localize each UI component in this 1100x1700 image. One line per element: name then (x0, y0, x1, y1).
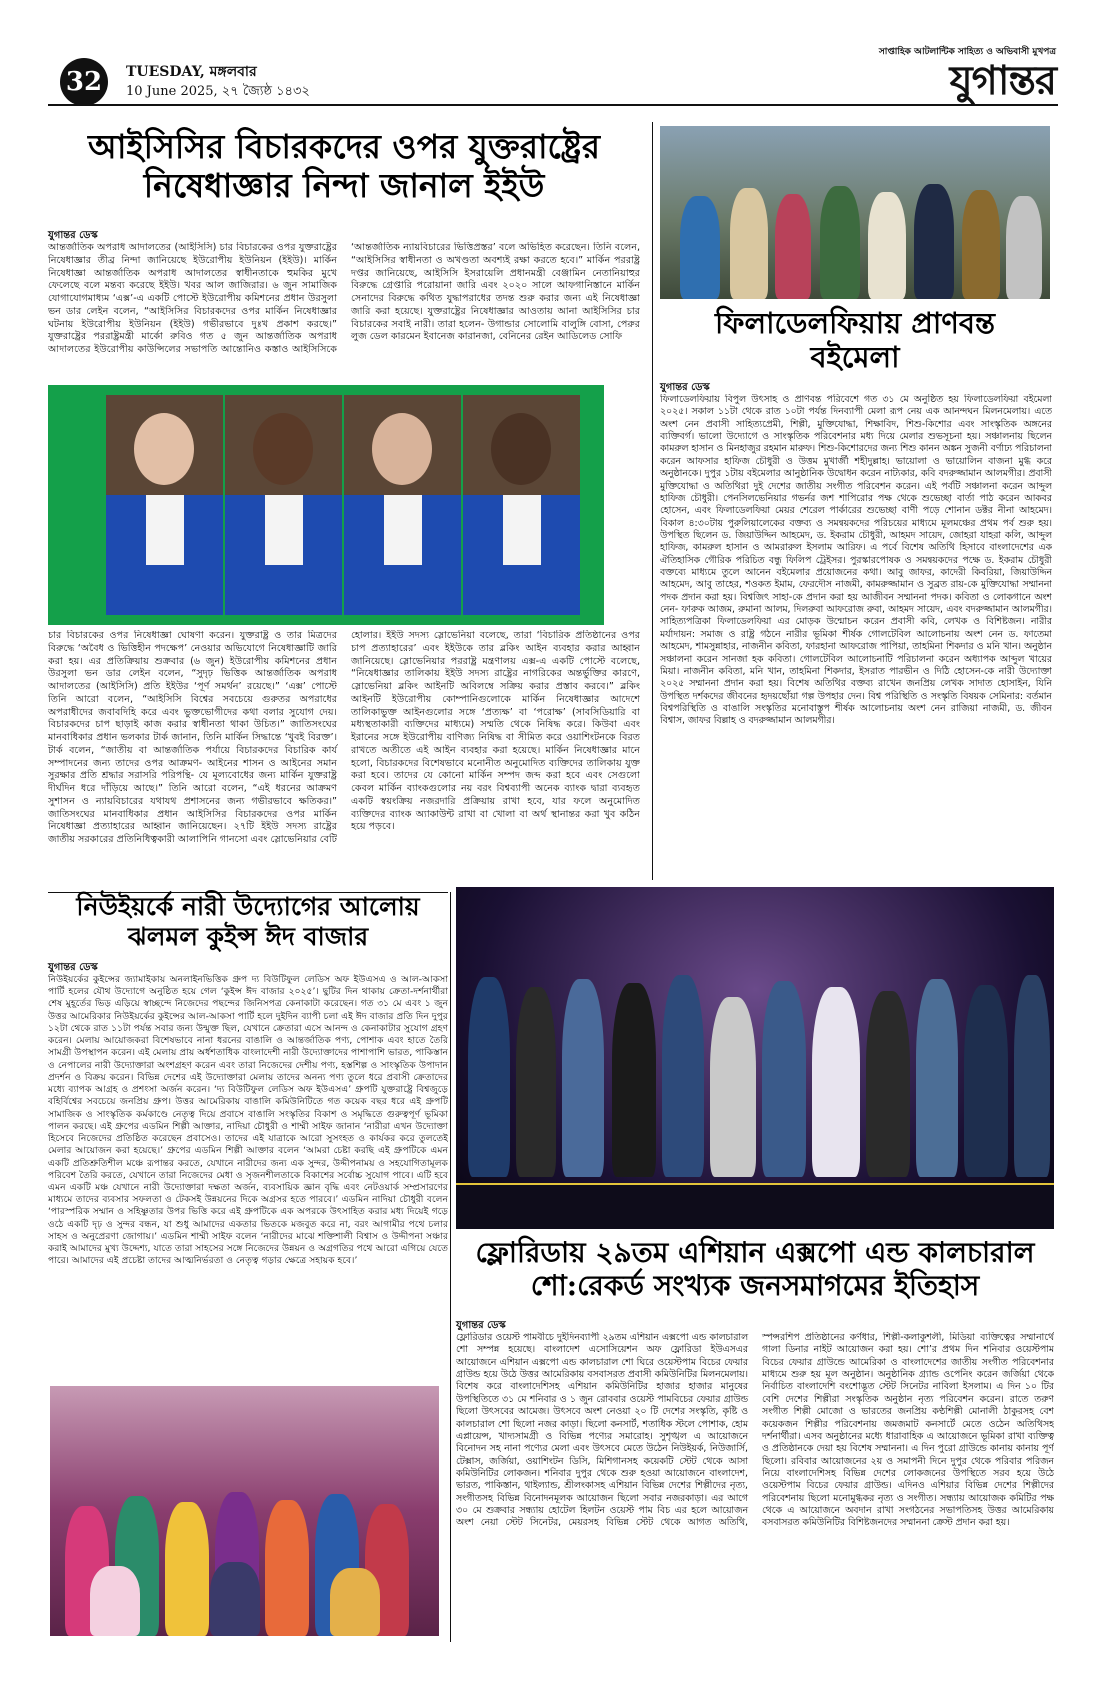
column-divider (450, 892, 451, 1642)
article1-body-bottom: চার বিচারকের ওপর নিষেধাজ্ঞা ঘোষণা করেন। যুক্তরাষ্ট্র ও তার মিত্রদের বিরুদ্ধে ‘অবৈধ ও ভিত্তিহীন পদক্ষেপ’ নেওয়ার অভিযোগে নিষেধাজ্ঞাটি জারি করা হয়। এর প্রতিক্রিয়ায় শুক্রবার (৬ জুন) ইউরোপীয় কমিশনের প্রধান উরসুলা ভন ডার লেইন বলেন, “সুদৃঢ় ভিত্তিক আন্তর্জাতিক অপরাধ আদালতের (আইসিসি) প্রতি ইইউর ‘পূর্ণ সমর্থন’ রয়েছে।” ‘এক্স’ পোস্টে তিনি আরো বলেন, “আইসিসি বিশ্বের সবচেয়ে গুরুতর অপরাধের অপরাধীদের জবাবদিহি করে এবং ভুক্তভোগীদের কথা বলার সুযোগ দেয়। বিচারকদের চাপ ছাড়াই কাজ করার স্বাধীনতা থাকা উচিত।” জাতিসংঘের মানবাধিকার প্রধান ভলকার টার্ক জানান, তিনি মার্কিন সিদ্ধান্তে ‘খুবই বিরক্ত’। টার্ক বলেন, “জাতীয় বা আন্তর্জাতিক পর্যায়ে বিচারকদের বিচারিক কার্য সম্পাদনের জন্য তাদের ওপর আক্রমণ- আইনের শাসন ও আইনের সমান সুরক্ষার প্রতি শ্রদ্ধার সরাসরি পরিপন্থি- যে মূল্যবোধের জন্য মার্কিন যুক্তরাষ্ট্র দীর্ঘদিন ধরে দাঁড়িয়ে আছে।” তিনি আরো বলেন, “এই ধরনের আক্রমণ সুশাসন ও ন্যায়বিচারের যথাযথ প্রশাসনের জন্য গভীরভাবে ক্ষতিকর।” জাতিসংঘের মানবাধিকার প্রধান আইসিসির বিচারকদের ওপর মার্কিন নিষেধাজ্ঞা প্রত্যাহারের আহ্বান জানিয়েছেন। ২৭টি ইইউ সদস্য রাষ্ট্রের জাতীয় সরকারের প্রতিনিধিত্বকারী আলাপিনি গানসো এবং স্লোভেনিয়ার বেটি হোলার। ইইউ সদস্য স্লোভেনিয়া বলেছে, তারা ‘বিচারিক প্রতিষ্ঠানের ওপর চাপ প্রত্যাহারের’ এবং ইইউকে তার ব্লকিং আইন ব্যবহার করার আহ্বান জানিয়েছে। স্লোভেনিয়ার পররাষ্ট্র মন্ত্রণালয় এক্স-এ একটি পোস্টে বলেছে, “নিষেধাজ্ঞার তালিকায় ইইউ সদস্য রাষ্ট্রের নাগরিকের অন্তর্ভুক্তির কারণে, স্লোভেনিয়া ব্লকিং আইনটি অবিলম্বে সক্রিয় করার প্রস্তাব করবে।” ব্লকিং আইনটি ইউরোপীয় কোম্পানিগুলোকে মার্কিন নিষেধাজ্ঞার আদেশে তালিকাভুক্ত আইনগুলোর সঙ্গে ‘প্রত্যক্ষ’ বা ‘পরোক্ষ’ (সাবসিডিয়ারি বা মধ্যস্থতাকারী ব্যক্তিদের মাধ্যমে) সম্মতি থেকে নিষিদ্ধ করে। কিউবা এবং ইরানের সঙ্গে ইউরোপীয় বাণিজ্য নিষিদ্ধ বা সীমিত করে ওয়াশিংটনকে বিরত রাখতে অতীতে এই আইন ব্যবহার করা হয়েছে। মার্কিন নিষেধাজ্ঞার মানে হলো, বিচারকদের বিশেষভাবে মনোনীত অনুমোদিত ব্যক্তিদের তালিকায় যুক্ত করা হবে। তাদের যে কোনো মার্কিন সম্পদ জব্দ করা হবে এবং সেগুলো কেবল মার্কিন ব্যাংকগুলোর নয় বরং বিশ্বব্যাপী অনেক ব্যাংক দ্বারা ব্যবহৃত একটি স্বয়ংক্রিয় নজরদারি প্রক্রিয়ায় রাখা হবে, যার ফলে অনুমোদিত ব্যক্তিদের ব্যাংক অ্যাকাউন্ট রাখা বা খোলা বা অর্থ স্থানান্তর করা খুব কঠিন হয়ে পড়বে। (48, 630, 640, 845)
article1-headline-line2: নিষেধাজ্ঞার নিন্দা জানাল ইইউ (143, 165, 545, 205)
page-number: 32 (60, 58, 108, 106)
article4-byline: যুগান্তর ডেস্ক (456, 1320, 506, 1331)
article4-headline-line1: ফ্লোরিডায় ২৯তম এশিয়ান এক্সপো এন্ড কালচারাল (475, 1236, 1035, 1269)
article3-byline: যুগান্তর ডেস্ক (48, 962, 98, 973)
judges-photo (48, 385, 604, 625)
article1-headline (48, 128, 640, 206)
article1-headline-line1: আইসিসির বিচারকদের ওপর যুক্তরাষ্ট্রের (87, 127, 600, 166)
book-fair-photo (660, 126, 1050, 299)
article3-headline-line1: নিউইয়র্কে নারী উদ্যোগের আলোয় (76, 892, 420, 921)
judge-portrait (225, 395, 342, 615)
article2-body: ফিলাডেলফিয়ায় বিপুল উৎসাহ ও প্রাণবন্ত পরিবেশে গত ৩১ মে অনুষ্ঠিত হয় ফিলাডেলফিয়া বইমেলা ২০২৫। সকাল ১১টা থেকে রাত ১০টা পর্যন্ত দিনব্যাপী মেলা রূপ নেয় এক আনন্দঘন মিলনমেলায়। এতে অংশ নেন প্রবাসী সাহিত্যপ্রেমী, শিল্পী, মুক্তিযোদ্ধা, শিক্ষাবিদ, শিশু-কিশোর এবং সাংস্কৃতিক অঙ্গনের ব্যক্তিবর্গ। ভালো উদ্যোগে ও সাংস্কৃতিক পরিবেশনার মধ্য দিয়ে মেলার শুভসূচনা হয়। সঞ্চালনায় ছিলেন কামরুল হাসান ও মিনহাজুর রহমান মারুফ। শিশু-কিশোরদের জন্য শিশু কানন অঙ্কন সুজনী বর্ণাঢ্য পরিচালনা করেন আফসার হাফিজ চৌধুরী ও উত্তম মুখার্জী শহীদুল্লাহ। ভায়োলা ও ভায়োলিন বাজনা মুগ্ধ করে অনুষ্ঠানকে। দুপুর ১টায় বইমেলার আনুষ্ঠানিক উদ্বোধন করেন নাট্যকার, কবি বদরুজ্জামান আলমগীর। প্রবাসী মুক্তিযোদ্ধা ও অতিথিরা দুই দেশের জাতীয় সংগীত পরিবেশন করেন। এই পর্বটি সঞ্চালনা করেন আব্দুল হাফিজ চৌধুরী। পেনসিলভেনিয়ার গভর্নর জশ শাপিরোর পক্ষ থেকে শুভেচ্ছা বার্তা পাঠ করেন আকবর হোসেন, এবং ফিলাডেলফিয়া মেয়র শেরেল পার্কারের শুভেচ্ছা বাণী পড়ে শোনান ডক্টর নীনা আহমেদ। বিকাল ৪:৩০টায় পুরুলিয়ালেকের বক্তব্য ও সমন্বয়কদের পরিচয়ের মাধ্যমে মূলমঞ্চের প্রথম পর্ব শুরু হয়। উপস্থিত ছিলেন ড. জিয়াউদ্দিন আহমেদ, ড. ইকরাম চৌধুরী, আহমদ সায়েদ, জোহরা যাহরা কলি, আব্দুল হাফিজ, কামরুল হাসান ও আমরারুল ইসলাম আরিফ। এ পর্বে বিশেষ অতিথি হিসাবে বাংলাদেশের এক ঐতিহাসিক গৌরিক পরিচিত বন্ধু ফিলিপ ট্রেইসর। পুরস্কারপোষক ও সমন্বয়কদের পক্ষে ড. ইকরাম চৌধুরী বক্তব্যে মাধ্যমে তুলে আনেন বইমেলার প্রয়োজনের কথা। আবু জাফর, কাদেরী কিবরিয়া, জিয়াউদ্দিন আহমেদ, আবু তাহের, শওকত ইমাম, ফেরদৌস নাজমী, কামরুজ্জামান ও সুব্রত রায়-কে মুক্তিযোদ্ধা সম্মাননা পদক প্রদান করা হয়। বিশ্বজিৎ সাহা-কে প্রদান করা হয় আজীবন সম্মাননা পদক। কবিতা ও লোকগানে অংশ নেন- ফারুক আজম, রুমানা আলম, দিলরুবা আফরোজ রুবা, আহমদ সায়েদ, এবং বদরুজ্জামান আলমগীর। সাহিত্যপত্রিকা ফিলাডেলফিয়া এর মোড়ক উন্মোচন করেন প্রবাসী কবি, লেখক ও বিশিষ্টজন। নারীর মর্যাদায়ন: সমাজ ও রাষ্ট্র গঠনে নারীর ভূমিকা শীর্ষক গোলটেবিল আলোচনায় অংশ নেন ড. ফাতেমা আহমেদ, শামসুন্নাহার, নাজনীন কবিতা, ফারহানা আফরোজ পাপিয়া, তাহমিনা শিকদার ও মনি খান। অনুষ্ঠান সঞ্চালনা করেন সানজা হক কবিতা। গোলটেবিল আলোচনাটি পরিচালনা করেন অধ্যাপক আব্দুল খায়ের মিয়া। নাজনীন কবিতা, মনি খান, তাহমিনা শিকদার, ইসরাত পারভীন ও দিঠি হোসেন-কে নারী উদ্যোক্তা ২০২৫ সম্মাননা প্রদান করা হয়। বিশেষ অতিথির বক্তব্য রাখেন জনপ্রিয় লেখক সাদাত হোসাইন, যিনি উপস্থিত দর্শকদের জীবনের হৃদয়ছোঁয়া গল্প উপহার দেন। বিশ্ব পরিস্থিতি ও সংস্কৃতি বিষয়ক সেমিনার: বর্তমান বিশ্বপরিস্থিতি ও বাঙালি সংস্কৃতির মনোবাস্তুপ শীর্ষক আলোচনায় অংশ নেন রাজিয়া নাজমী, ড. জীবন বিশ্বাস, জাফর বিল্লাহ ও বদরুজ্জামান আলমগীর। (660, 394, 1052, 727)
judge-portrait (344, 395, 461, 615)
eid-bazar-photo (50, 1386, 439, 1636)
article4-headline-line2: শো:রেকর্ড সংখ্যক জনসমাগমের ইতিহাস (530, 1269, 980, 1303)
article2-headline (660, 306, 1050, 374)
article1-byline: যুগান্তর ডেস্ক (48, 230, 98, 241)
article3-headline (48, 892, 448, 951)
judge-portrait (106, 395, 223, 615)
masthead (806, 44, 1056, 108)
masthead-logo: যুগান্তর (949, 57, 1056, 104)
article3-body: নিউইয়র্কের কুইন্সের জ্যামাইকায় অনলাইনভিত্তিক গ্রুপ দ্য বিউটিফুল লেডিস অফ ইউএসএ ও আল-আকসা পার্টি হলের যৌথ উদ্যোগে অনুষ্ঠিত হয়ে গেল ‘কুইন্স ঈদ বাজার ২০২৫’। ছুটির দিন থাকায় ক্রেতা-দর্শনার্থীরা শেষ মুহূর্তের ভিড় এড়িয়ে স্বাচ্ছন্দে নিজেদের পছন্দের জিনিসপত্র কেনাকাটা করেছেন। গত ৩১ মে এবং ১ জুন উত্তর আমেরিকার নিউইয়র্কের কুইন্সের আল-আকসা পার্টি হলে দুইদিন ব্যাপী চলা এই ঈদ বাজার প্রতি দিন দুপুর ১২টা থেকে রাত ১১টা পর্যন্ত সবার জন্য উন্মুক্ত ছিল, যেখানে ক্রেতারা এসে আনন্দ ও কেনাকাটার সুযোগ গ্রহণ করেন। মেলায় আয়োজকরা বিশেষভাবে নানা ধরনের বাঙালি ও আন্তর্জাতিক পণ্য, পোশাক এবং হাতে তৈরি সামগ্রী উপস্থাপন করেন। এই মেলায় প্রায় অর্ধশতাধিক বাংলাদেশী নারী উদ্যোক্তাদের পাশাপাশি ভারত, পাকিস্তান ও নেপালের নারী উদ্যোক্তারা অংশগ্রহণ করেন এবং তারা নিজেদের দেশীয় পণ্য, হস্তশিল্প ও সাংস্কৃতিক উপাদান প্রদর্শন ও বিক্রয় করেন। বিভিন্ন দেশের এই উদ্যোক্তারা মেলায় তাদের অনন্য পণ্য তুলে ধরে প্রবাসী ক্রেতাদের মধ্যে ব্যাপক আগ্রহ ও প্রশংসা অর্জন করেন। ‘দ্য বিউটিফুল লেডিস অফ ইউএসএ’ গ্রুপটি যুক্তরাষ্ট্রে বিশ্বজুড়ে বহির্বিশ্বের সবচেয়ে জনপ্রিয় গ্রুপ। উত্তর আমেরিকায় বাঙালি কমিউনিটিতে গত কয়েক বছর ধরে এই গ্রুপটি সামাজিক ও সাংস্কৃতিক কর্মকাণ্ডে নেতৃত্ব দিয়ে প্রবাসে বাঙালি সংস্কৃতির বিকাশ ও সমৃদ্ধিতে গুরুত্বপূর্ণ ভূমিকা পালন করছে। এই গ্রুপের এডমিন শিল্পী আক্তার, নাদিয়া চৌধুরী ও শাম্মী সাইফ জানান ‘নারীরা এখন উদ্যোক্তা হিসেবে নিজেদের প্রতিষ্ঠিত করেছেন প্রবাসেও। তাদের এই যাত্রাকে আরো সুসংহত ও কার্যকর করে তুলতেই মেলার আয়োজন করা হয়েছে।’ গ্রুপের এডমিন শিল্পী আক্তার বলেন ‘আমরা চেষ্টা করছি এই গ্রুপটিকে এমন একটি প্রতিশ্রুতিশীল মঞ্চে রূপান্তর করতে, যেখানে নারীদের জন্য এক সুন্দর, উদ্দীপনাময় ও সহযোগিতামূলক পরিবেশ তৈরি করতে, যেখানে তারা নিজেদের মেধা ও সৃজনশীলতাকে বিকাশের সর্বোচ্চ সুযোগ পাবে। এটি হবে এমন একটি মঞ্চ যেখানে নারী উদ্যোক্তারা দক্ষতা অর্জন, ব্যবসায়িক জ্ঞান বৃদ্ধি এবং নেটওয়ার্ক সম্প্রসারণের মাধ্যমে তাদের ব্যবসার সফলতা ও টেকসই উন্নয়নের দিকে অগ্রসর হতে পারবে।’ এডমিন নাদিয়া চৌধুরী বলেন ‘পারস্পরিক সম্মান ও সহিষ্ণুতার উপর ভিত্তি করে এই গ্রুপটিকে এক অপরকে উৎসাহিত করার মধ্য দিয়েই গড়ে ওঠে একটি দৃঢ় ও সুন্দর বন্ধন, যা শুধু আমাদের একতার ভিতকে মজবুত করে না, বরং আগামীর পথে চলার সাহস ও অনুপ্রেরণা জোগায়।’ এডমিন শাম্মী সাইফ বলেন ‘নারীদের মাঝে শক্তিশালী বিশ্বাস ও উদ্দীপনা সঞ্চার করাই আমাদের মুখ্য উদ্দেশ্য, যাতে তারা সাহসের সঙ্গে নিজেদের উন্নয়ন ও অগ্রগতির পথে আরো এগিয়ে যেতে পারে। আমাদের এই প্রচেষ্টা তাদের আত্মনির্ভরতা ও নেতৃত্ব গড়ার ক্ষেত্রে সহায়ক হবে।’ (48, 974, 448, 1267)
article4-headline (456, 1236, 1054, 1302)
issue-date: 10 June 2025, ২৭ জ্যৈষ্ঠ ১৪৩২ (126, 84, 310, 99)
masthead-tagline: সাপ্তাহিক আটলান্টিক সাহিত্য ও অভিবাসী মুখপত্র (878, 47, 1056, 57)
article2-byline: যুগান্তর ডেস্ক (660, 382, 710, 393)
article1-body-top: আন্তর্জাতিক অপরাধ আদালতের (আইসিসি) চার বিচারকের ওপর যুক্তরাষ্ট্রের নিষেধাজ্ঞার তীব্র নিন্দা জানিয়েছে ইউরোপীয় ইউনিয়ন (ইইউ)। মার্কিন নিষেধাজ্ঞা আন্তর্জাতিক অপরাধ আদালতের স্বাধীনতাকে হুমকির মুখে ফেলেছে বলে মন্তব্য করেছে ইইউ। খবর আল জাজিরার। ৬ জুন সামাজিক যোগাযোগমাধ্যম ‘এক্স’-এ একটি পোস্টে ইউরোপীয় কমিশনের প্রধান উরসুলা ভন ডার লেইন বলেন, “আইসিসির বিচারকদের ওপর মার্কিন নিষেধাজ্ঞার ঘটনায় ইউরোপীয় ইউনিয়ন (ইইউ) গভীরভাবে দুঃখ প্রকাশ করছে।” যুক্তরাষ্ট্রের পররাষ্ট্রমন্ত্রী মার্কো রুবিও গত ৫ জুন আন্তর্জাতিক অপরাধ আদালতের ইউরোপীয় কাউন্সিলের সভাপতি আন্তোনিও কস্তাও আইসিসিকে ‘আন্তর্জাতিক ন্যায়বিচারের ভিত্তিপ্রস্তর’ বলে অভিহিত করেছেন। তিনি বলেন, “আইসিসির স্বাধীনতা ও অখণ্ডতা অবশ্যই রক্ষা করতে হবে।” মার্কিন পররাষ্ট্র দপ্তর জানিয়েছে, আইসিসি ইসরায়েলি প্রধানমন্ত্রী বেঞ্জামিন নেতানিয়াহুর বিরুদ্ধে গ্রেপ্তারি পরোয়ানা জারি এবং ২০২০ সালে আফগানিস্তানে মার্কিন সেনাদের বিরুদ্ধে কথিত যুদ্ধাপরাধের তদন্ত শুরু করার জন্য এই নিষেধাজ্ঞা জারি করা হয়েছে। যুক্তরাষ্ট্রের নিষেধাজ্ঞার আওতায় আনা আইসিসির চার বিচারকের সবাই নারী। তারা হলেন- উগান্ডার সোলোমি বালুঙ্গি বোসা, পেরুর লুজ ডেল কারমেন ইবানেজ কারানজা, বেনিনের রেইন আডিলেড সোফি (48, 242, 640, 355)
article4-body: ফ্লোরিডার ওয়েস্ট পামবীচে দুইদিনব্যাপী ২৯তম এশিয়ান এক্সপো এন্ড কালচারাল শো সম্পন্ন হয়েছে। বাংলাদেশ এসোসিয়েশন অফ ফ্লোরিডা ইউএসএর আয়োজনে এশিয়ান এক্সপো এন্ড কালচারাল শো ঘিরে ওয়েস্টপাম বিচের ফেয়ার গ্রাউন্ড হয়ে উঠে উত্তর আমেরিকায় বসবাসরত প্রবাসী কমিউনিটির মিলনমেলায়। বিশেষ করে বাংলাদেশিসহ এশিয়ান কমিউনিটির হাজার হাজার মানুষের উপস্থিতিতে ৩১ মে শনিবার ও ১ জুন রোববার ওয়েস্ট পামবিচের ফেয়ার গ্রাউন্ড ছিলো উৎসবের আমেজ। উৎসবে অংশ নেওয়া ২০ টি দেশের সংস্কৃতি, কৃষ্টি ও কালচারাল শো ছিলো নজর কাড়া। ছিলো কনসার্ট, শতাধিক স্টলে পোশাক, হোম এপ্লায়েন্স, খাদ্যসামগ্রী ও বিভিন্ন পণ্যের সমারোহ। সুশৃঙ্খল এ আয়োজনে বিনোদন সহ নানা পণ্যের মেলা এবং উৎসবে মেতে উঠেন নিউইয়র্ক, নিউজার্সি, টেক্সাস, জর্জিয়া, ওয়াশিংটন ডিসি, মিশিগানসহ কয়েকটি স্টেট থেকে আসা কমিউনিটির লোকজন। শনিবার দুপুর থেকে শুরু হওয়া আয়োজনে বাংলাদেশ, ভারত, পাকিস্তান, থাইল্যান্ড, শ্রীলংকাসহ এশিয়ান বিভিন্ন দেশের শিল্পীদের নৃত্য, সংগীতসহ বিভিন্ন বিনোদনমূলক আয়োজন ছিলো সবার নজরকাড়া। এর আগে ৩০ মে শুক্রবার সন্ধ্যায় হোটেল হিলটন ওয়েস্ট পাম বিচ এর হলে আয়োজন অংশ নেয়া স্টেট সিনেটর, মেয়রসহ বিভিন্ন স্টেট থেকে আগত অতিথি, স্পন্সরশিপ প্রতিষ্ঠানের কর্ণধার, শিল্পী-কলাকুশলী, মিডিয়া ব্যক্তিত্বের সম্মানার্থে গালা ডিনার নাইট আয়োজন করা হয়। শো’র প্রথম দিন শনিবার ওয়েস্টপাম বিচের ফেয়ার গ্রাউন্ডে আমেরিকা ও বাংলাদেশের জাতীয় সংগীত পরিবেশনার মাধ্যমে শুরু হয় মূল অনুষ্ঠান। অনুষ্ঠানিক গ্র্যান্ড ওপেনিং করেন জর্জিয়া থেকে নির্বাচিত বাংলাদেশি বংশোদ্ভূত স্টেট সিনেটর নাবিলা ইসলাম। এ দিন ১০ টির বেশি দেশের শিল্পীরা সংস্কৃতিক অনুষ্ঠান নৃত্য পরিবেশন করেন। রাতে তরুণ সংগীত শিল্পী মোজো ও ভারতের জনপ্রিয় কণ্ঠশিল্পী মোনালী ঠাকুরসহ বেশ কয়েকজন শিল্পীর পরিবেশনায় জমজমাট কনসার্টে মেতে ওঠেন অতিথিসহ দর্শনার্থীরা। এসব অনুষ্ঠানের মধ্যে ধারাবাহিক এ আয়োজনে ভূমিকা রাখা ব্যক্তিত্ব ও প্রতিষ্ঠানকে দেয়া হয় বিশেষ সম্মাননা। এ দিন পুরো গ্রাউন্ডে কানায় কানায় পূর্ণ ছিলো। রবিবার আয়োজনের ২য় ও সমাপনী দিনে দুপুর থেকে পরিবার পরিজন নিয়ে বাংলাদেশিসহ বিভিন্ন দেশের লোকজনের উপস্থিতে সরব হয়ে উঠে ওয়েস্টপাম বিচের ফেয়ার গ্রাউন্ড। এদিনও এশিয়ার বিভিন্ন দেশের শিল্পীদের পরিবেশনায় ছিলো মনোমুগ্ধকর নৃত্য ও সংগীত। সন্ধ্যায় আয়োজক কমিটির পক্ষ থেকে এ আয়োজনে অবদান রাখা সংগঠনের সভাপতিসহ উত্তর আমেরিকায় বসবাসরত কমিউনিটির বিশিষ্টজনদের সম্মাননা ক্রেস্ট প্রদান করা হয়। (456, 1332, 1054, 1529)
column-divider (652, 122, 653, 880)
article2-headline-line1: ফিলাডেলফিয়ায় প্রাণবন্ত (715, 306, 995, 340)
judge-portrait (463, 395, 580, 615)
article2-headline-line2: বইমেলা (810, 340, 900, 375)
article3-headline-line2: ঝলমল কুইন্স ঈদ বাজার (127, 921, 369, 951)
expo-stage-photo (456, 887, 1054, 1229)
weekday: TUESDAY, মঙ্গলবার (126, 64, 257, 80)
